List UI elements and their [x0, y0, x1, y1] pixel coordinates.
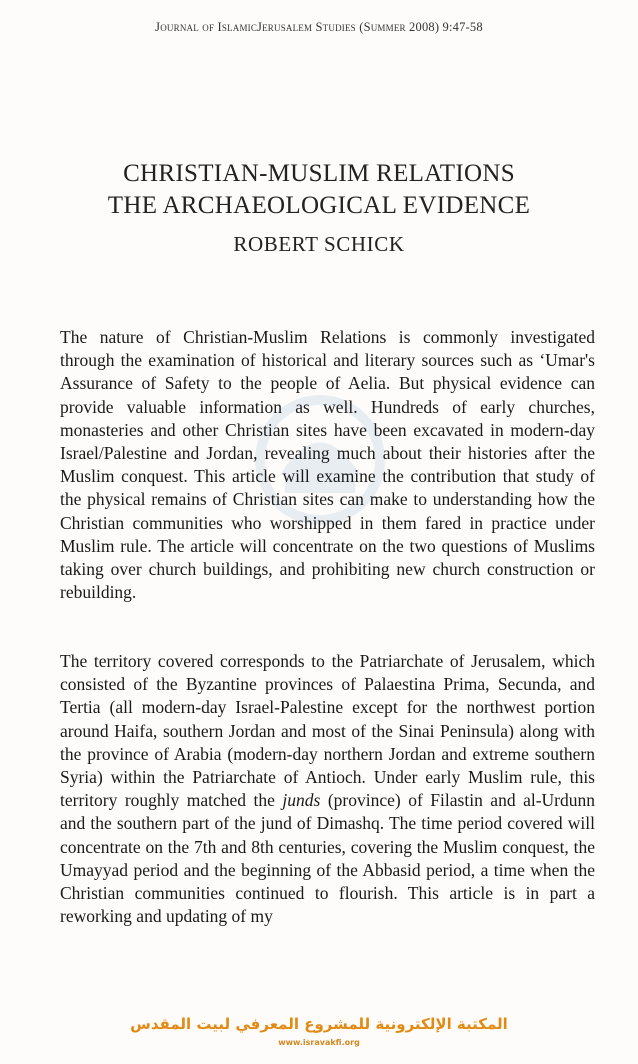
running-head: Journal of IslamicJerusalem Studies (Summer 2008) 9:47-58 — [155, 20, 483, 34]
title-line-2: THE ARCHAEOLOGICAL EVIDENCE — [107, 192, 531, 219]
author-name: ROBERT SCHICK — [233, 232, 405, 256]
abstract-paragraph: The nature of Christian-Muslim Relations is commonly investigated through the examination of historical and literary sources such as ‘Umar's Assurance of Safety to the people of Aelia. But physical evidence can provide valuable information as well. Hundreds of early churches, monasteries and other Christian sites have been excavated in modern-day Israel/Palestine and Jordan, revealing much about their histories after the Muslim conquest. This article will examine the contribution that study of the physical remains of Christian sites can make to understanding how the Christian communities who worshipped in them fared in practice under Muslim rule. The article will concentrate on the two questions of Muslims taking over church buildings, and prohibiting new church construction or rebuilding. — [60, 327, 595, 603]
article-title — [40, 158, 598, 222]
paragraph-text-start: The territory covered corresponds to the Patriarchate of Jerusalem, which consisted of the Byzantine provinces of Palaestina Prima, Secunda, and Tertia (all modern-day Israel-Palestine except for the northwest portion around Haifa, southern Jordan and most of the Sinai Peninsula) along with the province of Arabia (modern-day northern Jordan and extreme southern Syria) within the Patriarchate of Antioch. Under early Muslim rule, this territory roughly matched the — [60, 651, 595, 811]
body-paragraph — [60, 650, 595, 928]
paragraph-text-end: (province) of Filastin and al-Urdunn and the southern part of the jund of Dimashq. The time period covered will concentrate on the 7th and 8th centuries, covering the Muslim conquest, the Umayyad period and the beginning of the Abbasid period, a time when the Christian communities continued to flourish. This article is in part a reworking and updating of my — [60, 790, 595, 927]
footer-url-link[interactable]: www.isravakfi.org — [278, 1038, 360, 1047]
title-line-1: CHRISTIAN-MUSLIM RELATIONS — [123, 160, 515, 187]
footer-library-name: المكتبة الإلكترونية للمشروع المعرفي لبيت المقدس — [130, 1015, 508, 1033]
italic-term: junds — [282, 790, 321, 811]
